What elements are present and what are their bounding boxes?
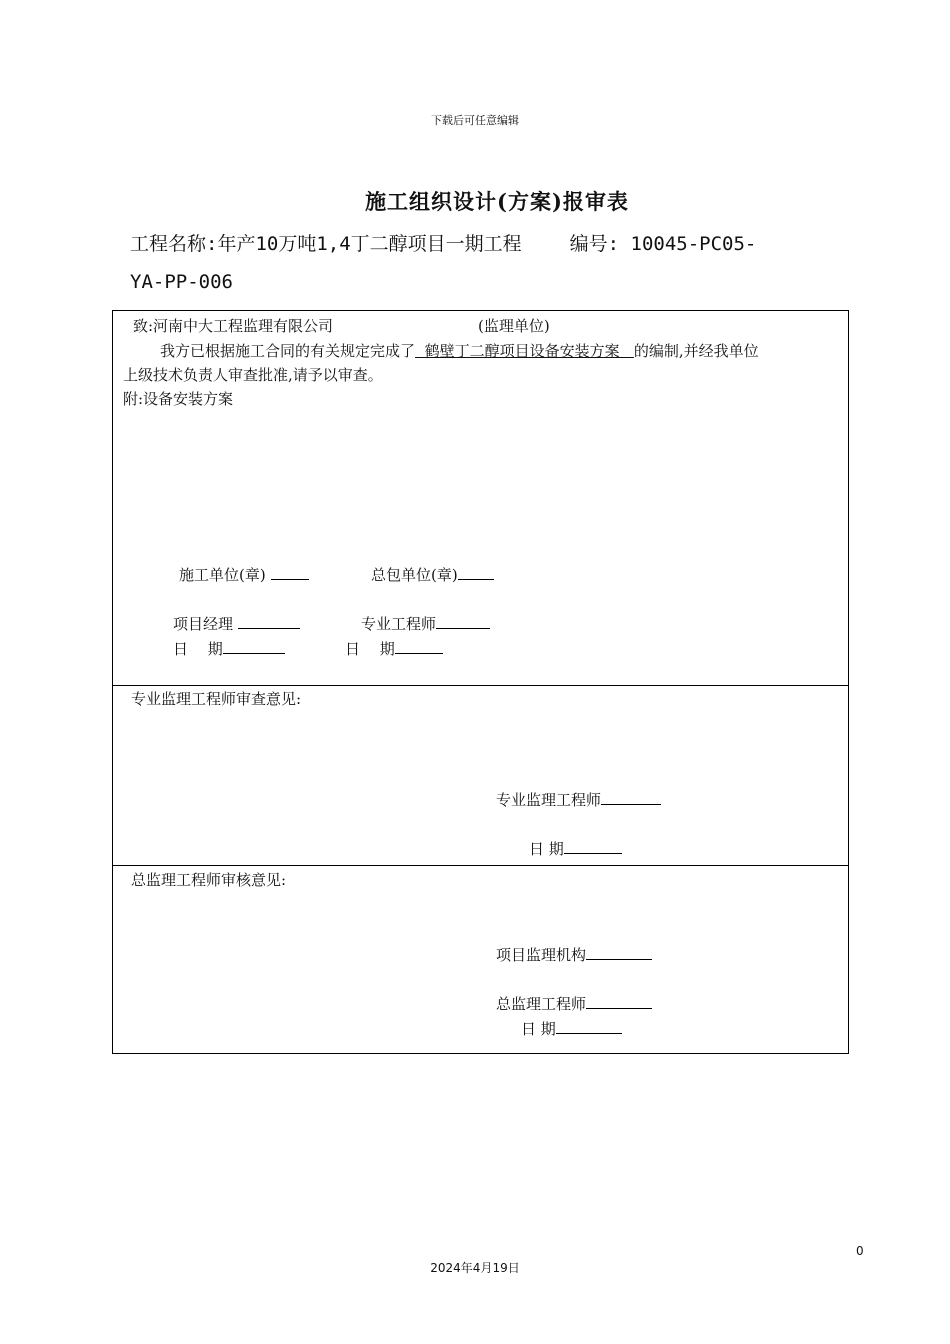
footer-date: 2024年4月19日 [430,1261,520,1275]
general-contractor-sign: 总包单位(章) [371,564,494,585]
review-form-table [112,310,849,1054]
signature-line [458,565,494,580]
supervision-org-sign: 项目监理机构 [496,944,652,965]
chief-review-heading: 总监理工程师审核意见: [131,871,287,889]
signature-line [586,994,652,1009]
project-manager-sign: 项目经理 [173,613,300,634]
project-line [130,229,756,256]
signature-line [601,790,661,805]
submission-statement-line1 [160,340,759,361]
signature-line [271,565,309,580]
date-right: 日 期 [345,638,443,659]
submission-section [113,311,848,686]
supervisor-date: 日 期 [529,838,622,859]
attachment-label: 附:设备安装方案 [123,390,234,408]
supervisor-engineer-sign: 专业监理工程师 [496,789,661,810]
supervisor-review-heading: 专业监理工程师审查意见: [131,690,302,708]
recipient-unit-label: (监理单位) [478,317,550,335]
date-line [556,1019,622,1034]
construction-unit-sign: 施工单位(章) [179,564,309,585]
signature-line [436,614,490,629]
submission-statement-line2: 上级技术负责人审查批准,请予以审查。 [123,366,383,384]
recipient-label: 致:河南中大工程监理有限公司 [133,317,334,335]
chief-review-section [113,865,848,1053]
page-number: 0 [856,1244,864,1258]
project-name: 工程名称:年产10万吨1,4丁二醇项目一期工程 [130,233,522,255]
engineer-sign: 专业工程师 [361,613,490,634]
header-note: 下载后可任意编辑 [431,114,519,127]
chief-engineer-sign: 总监理工程师 [496,993,652,1014]
statement-suffix: 的编制,并经我单位 [633,342,759,360]
statement-prefix: 我方已根据施工合同的有关规定完成了 [160,342,416,360]
date-line [395,639,443,654]
chief-date: 日 期 [521,1018,622,1039]
signature-line [586,945,652,960]
document-number-continued: YA-PP-006 [130,271,233,293]
date-line [223,639,285,654]
date-line [564,839,622,854]
plan-name: 鹤壁丁二醇项目设备安装方案 [424,342,620,360]
supervisor-review-section [113,685,848,866]
date-left: 日 期 [173,638,285,659]
document-number-label: 编号: 10045-PC05- [569,233,757,255]
document-title: 施工组织设计(方案)报审表 [365,189,629,214]
signature-line [238,614,300,629]
